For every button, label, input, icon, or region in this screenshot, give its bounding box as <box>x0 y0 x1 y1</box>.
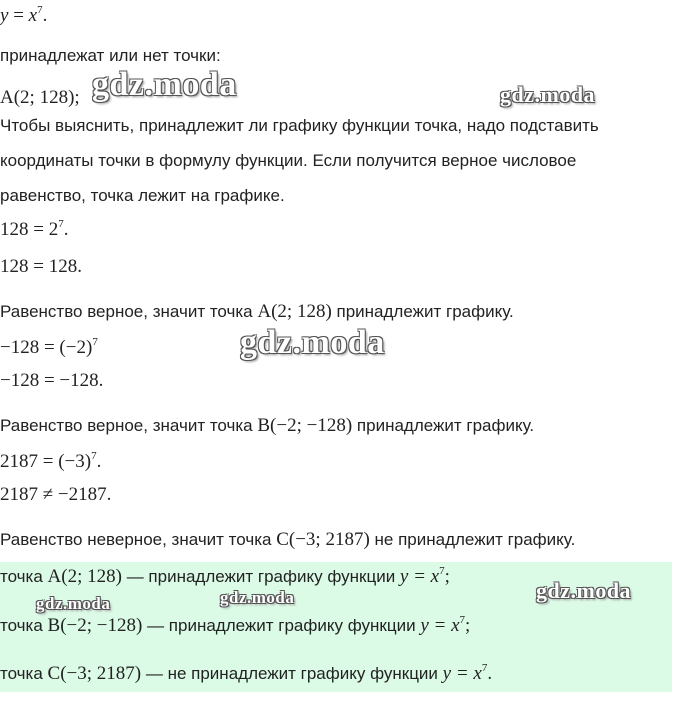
answer-b-func: y = x <box>420 615 460 636</box>
watermark-logo: gdz.moda <box>536 578 632 603</box>
answer-line-c: точка C(−3; 2187) — не принадлежит графику функции $y = x^7$. <box>0 661 493 684</box>
a-conclusion-post: принадлежит графику. <box>336 302 514 321</box>
a-equation-2: 128 = 128. <box>0 256 82 277</box>
answer-c-word: точка <box>0 664 43 683</box>
a-conclusion-point: A(2; 128) <box>257 301 332 322</box>
b-equation-1-base: −128 = (−2) <box>0 337 93 358</box>
b-conclusion-point: B(−2; −128) <box>257 415 353 436</box>
b-equation-1 <box>0 336 98 360</box>
c-equation-2: 2187 ≠ −2187. <box>0 484 112 505</box>
explanation-line-2: координаты точки в формулу функции. Если получится верное числовое <box>0 151 577 170</box>
answer-line-a: точка A(2; 128) — принадлежит графику функции $y = x^7$; <box>0 564 450 587</box>
function-formula: $y = x^7$. <box>0 3 48 26</box>
a-conclusion-pre: Равенство верное, значит точка <box>0 302 253 321</box>
c-conclusion-post: не принадлежит графику. <box>374 530 576 549</box>
answer-a-exp: 7 <box>439 564 445 577</box>
watermark-logo: gdz.moda <box>500 82 596 107</box>
c-conclusion <box>0 528 575 552</box>
a-equation-1: $128 = 2^7$. <box>0 217 69 240</box>
b-conclusion <box>0 414 534 438</box>
c-equation-1-base: 2187 = (−3) <box>0 451 92 472</box>
intro-text: принадлежат или нет точки: <box>0 46 221 65</box>
c-equation-1-exponent: 7 <box>91 449 97 462</box>
watermark-logo: gdz.moda <box>36 594 111 613</box>
explanation-line-1: Чтобы выяснить, принадлежит ли графику функции точка, надо подставить <box>0 116 599 135</box>
c-equation-1: $2187 = (-3)^7$. <box>0 449 102 472</box>
answer-b-point: B(−2; −128) <box>47 615 143 636</box>
answer-b-word: точка <box>0 616 43 635</box>
b-conclusion-post: принадлежит графику. <box>356 416 535 435</box>
b-equation-1-exponent: 7 <box>92 335 98 348</box>
answer-a-point: A(2; 128) <box>47 566 122 587</box>
a-conclusion <box>0 300 514 324</box>
answer-b-text: — принадлежит графику функции <box>147 616 416 635</box>
answer-a-func: y = x <box>399 566 440 587</box>
watermark-logo: gdz.moda <box>92 66 237 103</box>
answer-c-point: C(−3; 2187) <box>47 663 142 684</box>
answer-c-text: — не принадлежит графику функции <box>145 664 438 683</box>
c-conclusion-pre: Равенство неверное, значит точка <box>0 530 272 549</box>
answer-b-exp: 7 <box>459 613 465 626</box>
b-conclusion-pre: Равенство верное, значит точка <box>0 416 253 435</box>
answer-c-func: y = x <box>442 663 482 684</box>
b-equation-2: −128 = −128. <box>0 370 104 391</box>
explanation-line-3: равенство, точка лежит на графике. <box>0 186 285 205</box>
a-equation-1-exponent: 7 <box>58 217 64 230</box>
answer-c-exp: 7 <box>481 661 488 674</box>
formula-exponent: 7 <box>37 3 43 16</box>
watermark-logo: gdz.moda <box>240 324 385 361</box>
answer-a-text: — принадлежит графику функции <box>126 567 396 586</box>
answer-a-word: точка <box>0 567 43 586</box>
answer-line-b: точка B(−2; −128) — принадлежит графику функции $y = x^7$; <box>0 613 471 636</box>
c-conclusion-point: C(−3; 2187) <box>276 529 370 550</box>
point-a-given: A(2; 128); <box>0 87 80 108</box>
watermark-logo: gdz.moda <box>220 588 295 607</box>
a-equation-1-base: 128 = 2 <box>0 219 59 240</box>
